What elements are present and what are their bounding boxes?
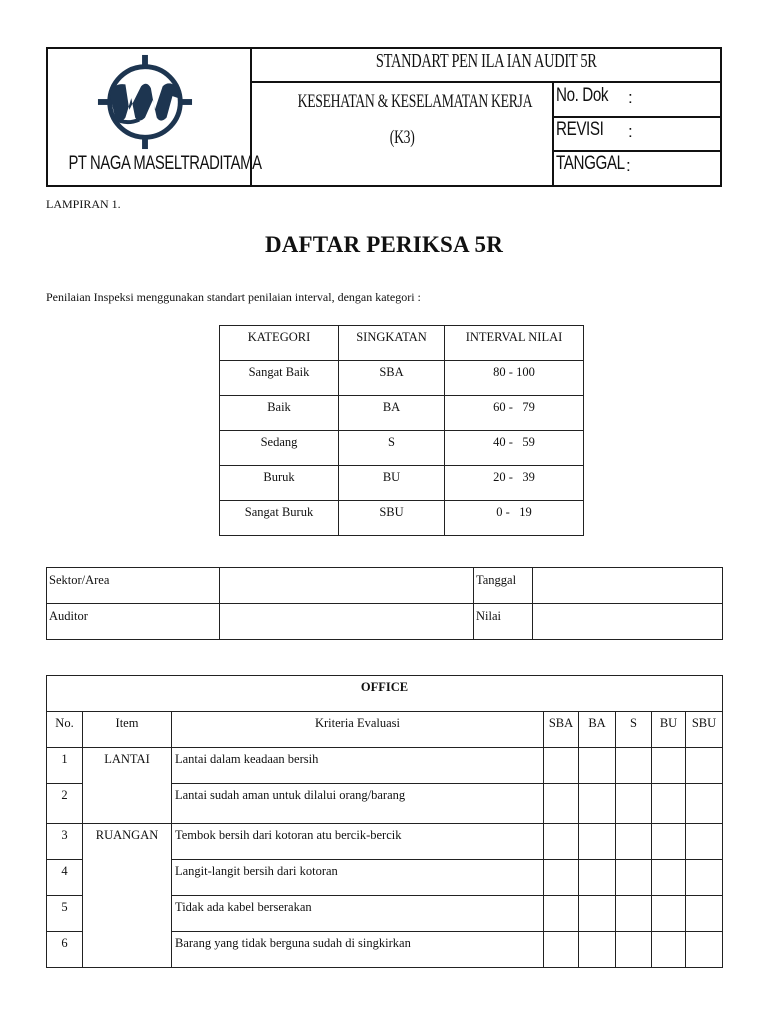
column-header: KATEGORI	[220, 326, 339, 361]
score-cell-sbu[interactable]	[686, 860, 723, 896]
score-cell-sbu[interactable]	[686, 932, 723, 968]
criteria-text: Lantai dalam keadaan bersih	[172, 748, 544, 784]
column-header-ba: BA	[579, 712, 616, 748]
table-row	[47, 568, 723, 604]
score-cell-s[interactable]	[616, 896, 652, 932]
column-header-bu: BU	[652, 712, 686, 748]
score-cell-sba[interactable]	[544, 932, 579, 968]
score-cell-s[interactable]	[616, 784, 652, 824]
header-divider	[552, 150, 722, 152]
score-cell-bu[interactable]	[652, 932, 686, 968]
score-cell-bu[interactable]	[652, 896, 686, 932]
category-interval: 80 - 100	[445, 361, 584, 396]
table-row	[47, 748, 723, 784]
category-name: Baik	[220, 396, 339, 431]
score-cell-ba[interactable]	[579, 824, 616, 860]
meta-sep: :	[628, 88, 633, 107]
logo-cell	[46, 47, 262, 187]
column-header-no: No.	[47, 712, 83, 748]
category-name: Sedang	[220, 431, 339, 466]
table-row	[47, 824, 723, 860]
row-number: 5	[47, 896, 83, 932]
meta-sep: :	[628, 122, 633, 141]
company-name: PT NAGA MASELTRADITAMA	[68, 153, 262, 174]
criteria-text: Barang yang tidak berguna sudah di singkirkan	[172, 932, 544, 968]
score-cell-sba[interactable]	[544, 896, 579, 932]
score-cell-sbu[interactable]	[686, 784, 723, 824]
criteria-text: Langit-langit bersih dari kotoran	[172, 860, 544, 896]
header-divider	[252, 81, 722, 83]
score-cell-sba[interactable]	[544, 824, 579, 860]
column-header-sba: SBA	[544, 712, 579, 748]
category-abbr: SBU	[339, 501, 445, 536]
category-abbr: BU	[339, 466, 445, 501]
tanggal-label: Tanggal	[474, 568, 533, 604]
tanggal-field[interactable]	[533, 568, 723, 604]
score-cell-s[interactable]	[616, 932, 652, 968]
table-row	[47, 604, 723, 640]
score-cell-s[interactable]	[616, 824, 652, 860]
category-abbr: BA	[339, 396, 445, 431]
auditor-label: Auditor	[47, 604, 220, 640]
category-name: Sangat Baik	[220, 361, 339, 396]
company-logo-icon	[96, 53, 194, 151]
k3-title-line1: KESEHATAN & KESELAMATAN KERJA	[297, 91, 533, 112]
score-cell-sba[interactable]	[544, 748, 579, 784]
criteria-text: Lantai sudah aman untuk dilalui orang/barang	[172, 784, 544, 824]
score-cell-sba[interactable]	[544, 860, 579, 896]
lampiran-label: LAMPIRAN 1.	[46, 197, 121, 211]
category-name: Sangat Buruk	[220, 501, 339, 536]
criteria-text: Tidak ada kabel berserakan	[172, 896, 544, 932]
score-cell-bu[interactable]	[652, 784, 686, 824]
table-header-row	[47, 712, 723, 748]
column-header-item: Item	[83, 712, 172, 748]
k3-title	[252, 84, 552, 156]
meta-label-revisi: REVISI	[556, 119, 604, 140]
category-interval: 20 - 39	[445, 466, 584, 501]
score-cell-s[interactable]	[616, 748, 652, 784]
column-header: INTERVAL NILAI	[445, 326, 584, 361]
meta-sep: :	[626, 156, 631, 175]
nilai-field[interactable]	[533, 604, 723, 640]
table-row	[220, 361, 584, 396]
row-number: 1	[47, 748, 83, 784]
column-header-criteria: Kriteria Evaluasi	[172, 712, 544, 748]
score-cell-sbu[interactable]	[686, 896, 723, 932]
table-caption-row	[47, 676, 723, 712]
meta-label-no-dok: No. Dok	[556, 85, 609, 106]
office-checklist-table	[46, 675, 723, 968]
score-cell-bu[interactable]	[652, 860, 686, 896]
sektor-area-field[interactable]	[220, 568, 474, 604]
table-row	[220, 431, 584, 466]
score-cell-bu[interactable]	[652, 824, 686, 860]
column-header-s: S	[616, 712, 652, 748]
score-cell-ba[interactable]	[579, 748, 616, 784]
table-row	[220, 501, 584, 536]
office-caption: OFFICE	[47, 676, 723, 712]
score-cell-ba[interactable]	[579, 896, 616, 932]
row-number: 4	[47, 860, 83, 896]
table-row	[220, 396, 584, 431]
page-title: DAFTAR PERIKSA 5R	[264, 232, 504, 257]
row-number: 2	[47, 784, 83, 824]
score-cell-ba[interactable]	[579, 784, 616, 824]
k3-title-line2: (K3)	[389, 127, 415, 148]
category-abbr: SBA	[339, 361, 445, 396]
score-cell-s[interactable]	[616, 860, 652, 896]
standard-title: STANDART PEN ILA IAN AUDIT 5R	[375, 50, 597, 72]
row-number: 6	[47, 932, 83, 968]
category-interval: 60 - 79	[445, 396, 584, 431]
category-abbr: S	[339, 431, 445, 466]
category-interval: 40 - 59	[445, 431, 584, 466]
item-group-lantai: LANTAI	[83, 748, 172, 824]
category-interval: 0 - 19	[445, 501, 584, 536]
score-cell-sba[interactable]	[544, 784, 579, 824]
criteria-text: Tembok bersih dari kotoran atu bercik-bercik	[172, 824, 544, 860]
score-cell-ba[interactable]	[579, 860, 616, 896]
header-divider	[552, 81, 554, 187]
category-name: Buruk	[220, 466, 339, 501]
nilai-label: Nilai	[474, 604, 533, 640]
row-number: 3	[47, 824, 83, 860]
table-header-row	[220, 326, 584, 361]
sektor-area-label: Sektor/Area	[47, 568, 220, 604]
category-table	[219, 325, 584, 536]
item-group-ruangan: RUANGAN	[83, 824, 172, 968]
intro-text: Penilaian Inspeksi menggunakan standart penilaian interval, dengan kategori :	[46, 290, 421, 304]
meta-label-tanggal: TANGGAL	[556, 153, 625, 174]
column-header-sbu: SBU	[686, 712, 723, 748]
header-divider	[552, 116, 722, 118]
score-cell-ba[interactable]	[579, 932, 616, 968]
score-cell-sbu[interactable]	[686, 748, 723, 784]
score-cell-sbu[interactable]	[686, 824, 723, 860]
table-row	[220, 466, 584, 501]
column-header: SINGKATAN	[339, 326, 445, 361]
score-cell-bu[interactable]	[652, 748, 686, 784]
audit-info-table	[46, 567, 723, 640]
auditor-field[interactable]	[220, 604, 474, 640]
